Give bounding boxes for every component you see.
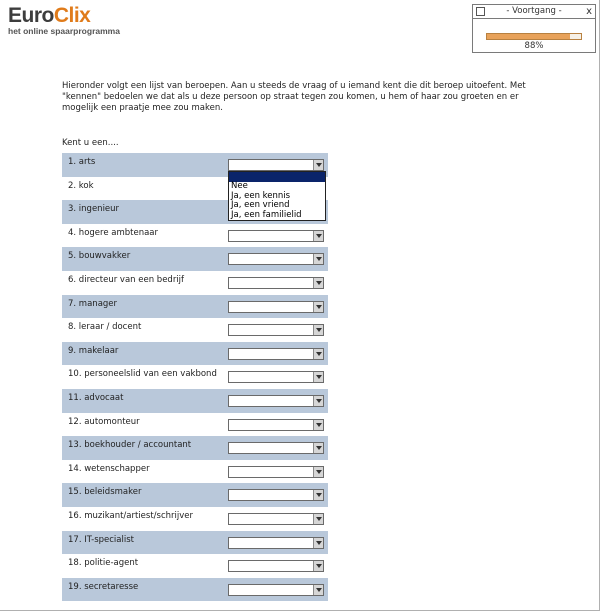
answer-select[interactable] [228, 371, 324, 383]
progress-bar [486, 33, 582, 40]
answer-select[interactable] [228, 489, 324, 501]
chevron-down-icon[interactable] [313, 490, 323, 500]
answer-select[interactable] [228, 466, 324, 478]
euroclix-logo [8, 5, 120, 36]
restore-icon[interactable] [476, 7, 485, 16]
chevron-down-icon[interactable] [313, 420, 323, 430]
profession-label: 14. wetenschapper [68, 463, 150, 474]
profession-label: 5. bouwvakker [68, 251, 131, 262]
question-row [62, 365, 328, 389]
question-row [62, 318, 328, 342]
profession-label: 13. boekhouder / accountant [68, 440, 192, 451]
answer-select[interactable] [228, 348, 324, 360]
progress-percent: 88% [524, 41, 544, 51]
answer-select[interactable] [228, 537, 324, 549]
chevron-down-icon[interactable] [313, 467, 323, 477]
chevron-down-icon[interactable] [313, 349, 323, 359]
question-row [62, 460, 328, 484]
profession-label: 17. IT-specialist [68, 534, 134, 545]
question-row [62, 342, 328, 366]
intro-text: Hieronder volgt een lijst van beroepen. Aan u steeds de vraag of u iemand kent die dit beroep uitoefent. Met "kennen" bedoelen we dat als u deze persoon op straat tegen zou komen, u hem of haar zou groeten en er mogelijk een praatje mee zou maken. [62, 81, 526, 113]
profession-label: 19. secretaresse [68, 581, 139, 592]
logo-euro: Euro [8, 4, 54, 27]
progress-bar-fill [487, 34, 570, 39]
question-text: Kent u een.... [62, 138, 119, 148]
chevron-down-icon[interactable] [313, 302, 323, 312]
question-row [62, 224, 328, 248]
question-row [62, 271, 328, 295]
answer-select[interactable] [228, 395, 324, 407]
dropdown-options [229, 182, 325, 220]
dropdown-list [228, 171, 326, 221]
question-row [62, 531, 328, 555]
chevron-down-icon[interactable] [313, 325, 323, 335]
answer-select[interactable] [228, 584, 324, 596]
profession-label: 10. personeelslid van een vakbond [68, 369, 217, 380]
chevron-down-icon[interactable] [313, 561, 323, 571]
answer-select[interactable] [228, 277, 324, 289]
dropdown-option[interactable]: Ja, een vriend [231, 200, 290, 210]
profession-label: 8. leraar / docent [68, 322, 142, 333]
question-row [62, 483, 328, 507]
profession-label: 18. politie-agent [68, 558, 139, 569]
profession-label: 12. automonteur [68, 416, 140, 427]
chevron-down-icon[interactable] [313, 160, 323, 170]
question-row [62, 295, 328, 319]
progress-title: - Voortgang - [506, 6, 562, 16]
answer-select[interactable] [228, 230, 324, 242]
chevron-down-icon[interactable] [313, 514, 323, 524]
chevron-down-icon[interactable] [313, 254, 323, 264]
answer-select[interactable] [228, 419, 324, 431]
logo-clix: Clix [53, 4, 91, 27]
question-row [62, 554, 328, 578]
chevron-down-icon[interactable] [313, 396, 323, 406]
chevron-down-icon[interactable] [313, 372, 323, 382]
progress-title-bar [473, 5, 595, 19]
chevron-down-icon[interactable] [313, 538, 323, 548]
profession-label: 7. manager [68, 298, 118, 309]
logo-wordmark [8, 5, 120, 27]
answer-select[interactable] [228, 560, 324, 572]
dropdown-option[interactable]: Ja, een kennis [231, 190, 291, 201]
profession-label: 15. beleidsmaker [68, 487, 142, 498]
profession-label: 16. muzikant/artiest/schrijver [68, 510, 193, 521]
question-row [62, 578, 328, 602]
profession-label: 2. kok [68, 180, 94, 191]
answer-select[interactable] [228, 253, 324, 265]
progress-window [472, 4, 596, 53]
profession-label: 9. makelaar [68, 345, 119, 356]
answer-select[interactable] [228, 324, 324, 336]
profession-label: 3. ingenieur [68, 204, 120, 215]
question-row [62, 413, 328, 437]
question-row [62, 247, 328, 271]
question-row [62, 389, 328, 413]
question-row [62, 436, 328, 460]
dropdown-option[interactable]: Nee [231, 181, 248, 191]
answer-select[interactable] [228, 301, 324, 313]
answer-select[interactable] [228, 513, 324, 525]
chevron-down-icon[interactable] [313, 278, 323, 288]
profession-label: 6. directeur van een bedrijf [68, 274, 185, 285]
answer-select[interactable] [228, 159, 324, 171]
close-icon[interactable]: x [586, 6, 592, 17]
chevron-down-icon[interactable] [313, 585, 323, 595]
profession-label: 1. arts [68, 157, 96, 167]
logo-tagline: het online spaarprogramma [8, 26, 120, 36]
answer-select[interactable] [228, 442, 324, 454]
question-row [62, 507, 328, 531]
profession-label: 11. advocaat [68, 392, 124, 403]
profession-label: 4. hogere ambtenaar [68, 227, 159, 238]
chevron-down-icon[interactable] [313, 231, 323, 241]
chevron-down-icon[interactable] [313, 443, 323, 453]
dropdown-option[interactable]: Ja, een familielid [231, 209, 302, 220]
